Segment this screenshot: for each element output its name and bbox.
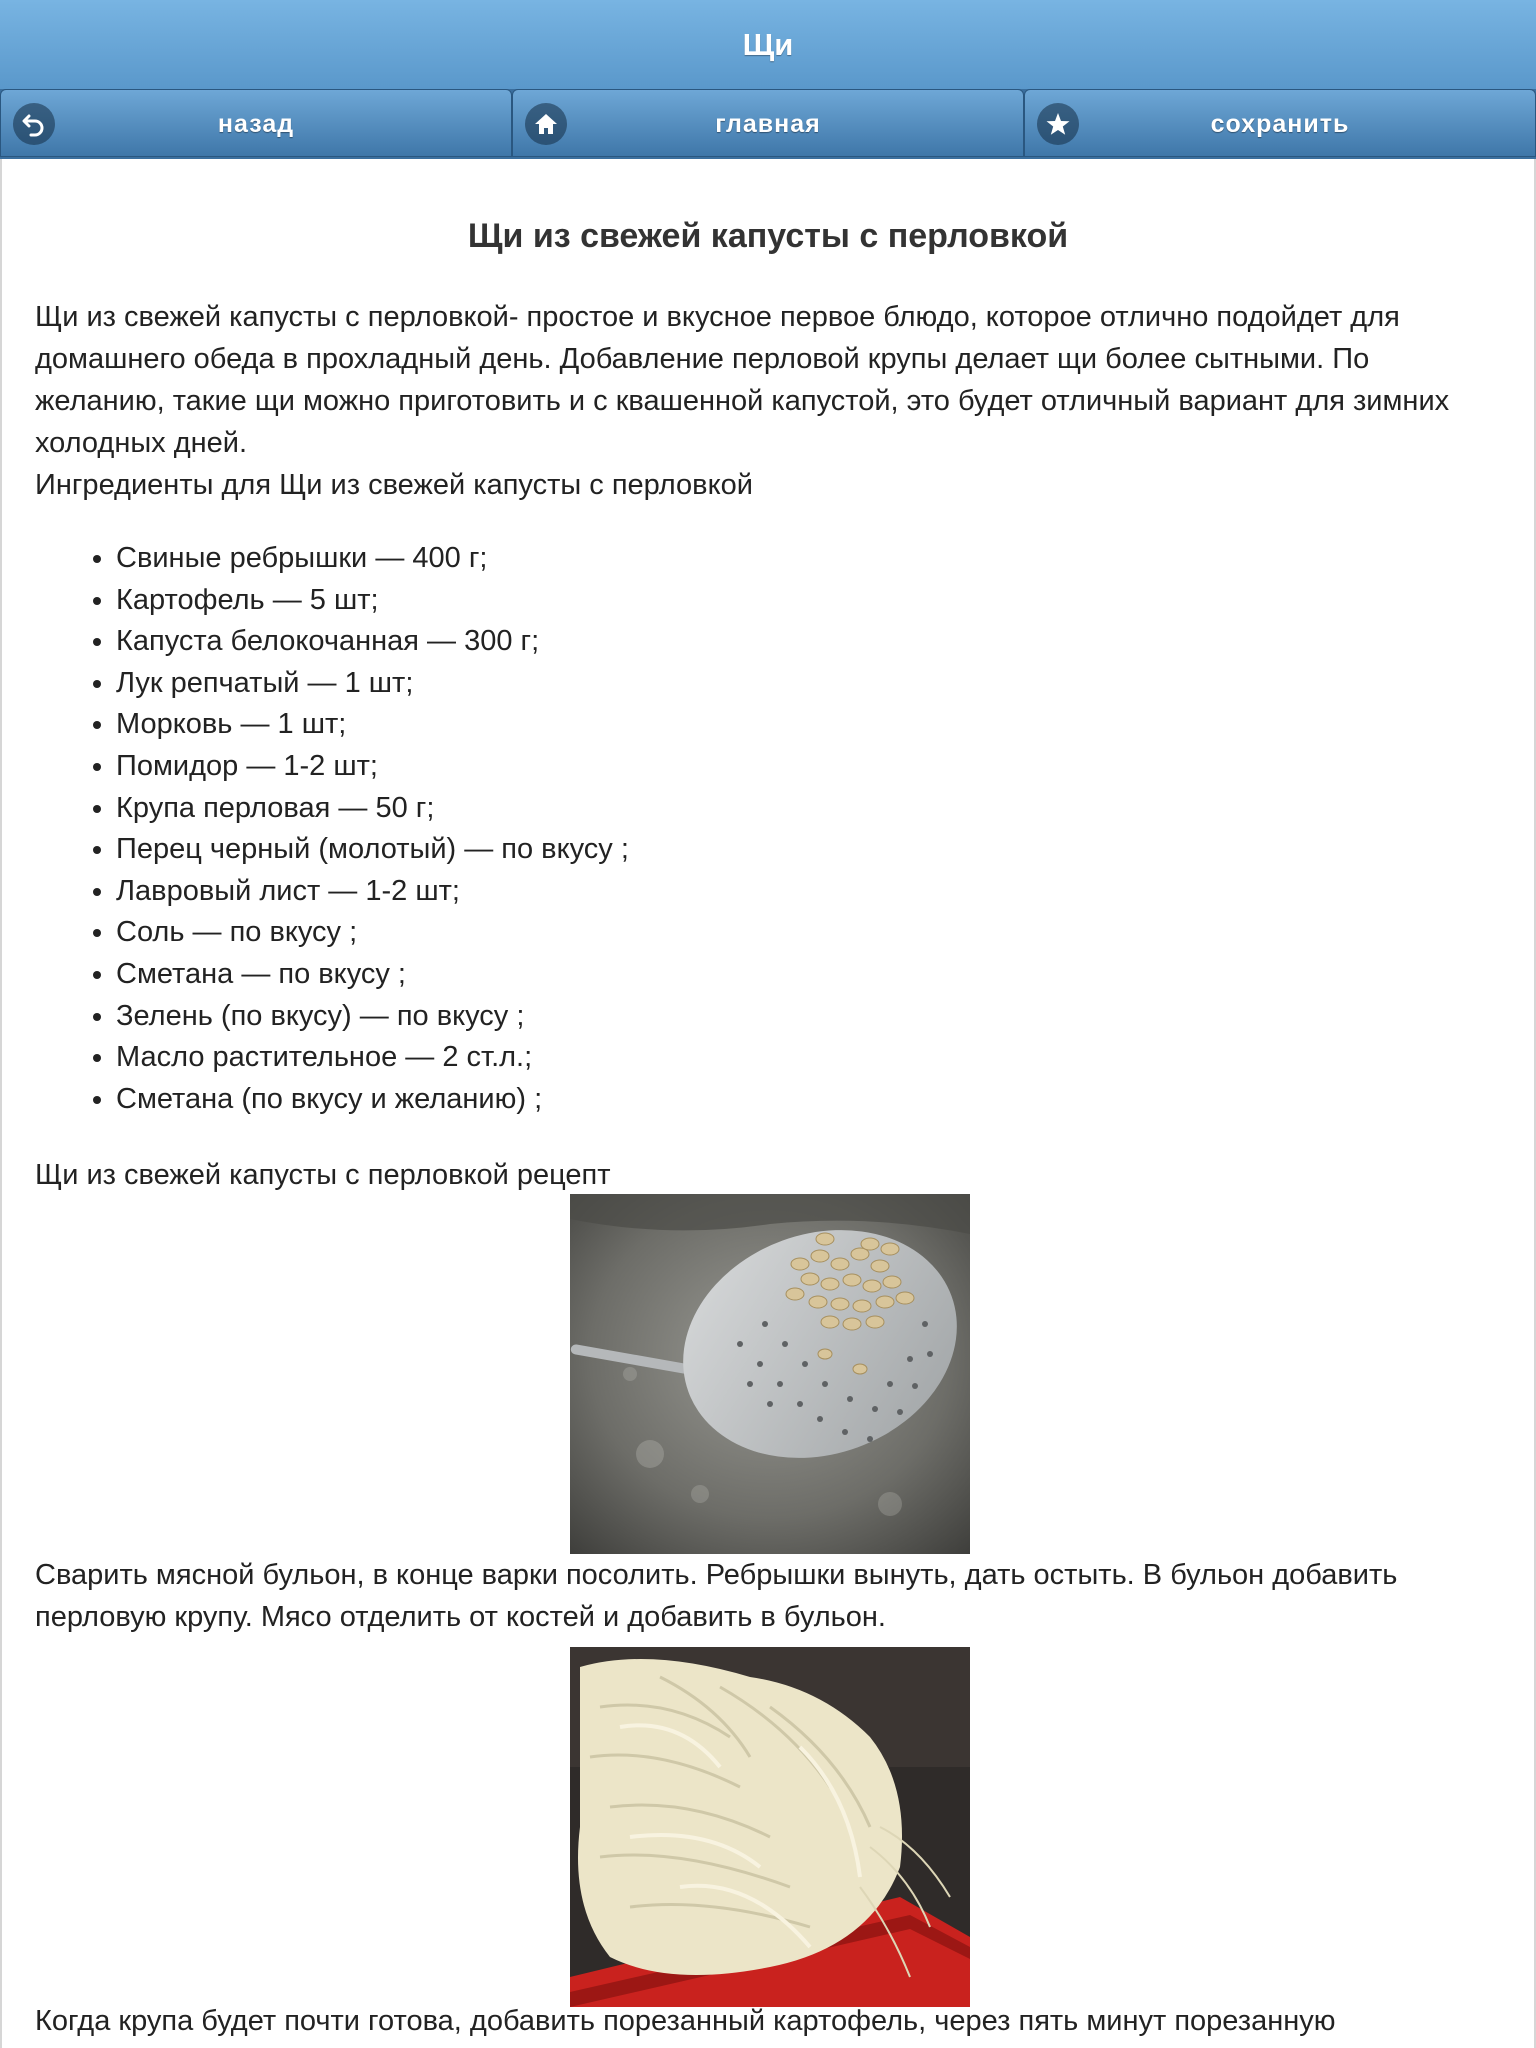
ingredient-item: • Сметана (по вкусу и желанию) ;	[116, 1079, 629, 1121]
ingredient-item: • Перец черный (молотый) — по вкусу ;	[116, 829, 629, 871]
shredded-cabbage-image	[570, 1647, 970, 2007]
save-button-label: сохранить	[1210, 110, 1350, 138]
recipe-steps-heading: Щи из свежей капусты с перловкой рецепт	[35, 1159, 611, 1191]
ingredient-item: • Картофель — 5 шт;	[116, 580, 629, 622]
app-title: Щи	[742, 27, 794, 62]
back-button[interactable]	[0, 89, 512, 157]
back-button-label: назад	[217, 110, 295, 138]
step-1-photo	[570, 1194, 970, 1554]
home-button-label: главная	[715, 110, 821, 138]
ingredient-item: • Капуста белокочанная — 300 г;	[116, 621, 629, 663]
step-2-text: Когда крупа будет почти готова, добавить порезанный картофель, через пять минут порезанную	[35, 2005, 1336, 2037]
ingredients-list	[35, 538, 629, 1120]
recipe-title: Щи из свежей капусты с перловкой	[467, 217, 1069, 255]
ingredient-item: • Лавровый лист — 1-2 шт;	[116, 871, 629, 913]
home-button[interactable]	[512, 89, 1024, 157]
navbar	[0, 89, 1536, 159]
ingredient-item: • Помидор — 1-2 шт;	[116, 746, 629, 788]
ingredient-item: • Свиные ребрышки — 400 г;	[116, 538, 629, 580]
ingredient-item: • Зелень (по вкусу) — по вкусу ;	[116, 996, 629, 1038]
step-1-text: Сварить мясной бульон, в конце варки посолить. Ребрышки вынуть, дать остыть. В бульон добавить перловую крупу. Мясо отделить от костей и добавить в бульон.	[35, 1559, 1398, 1633]
barley-spoon-image	[570, 1194, 970, 1554]
ingredient-item: • Сметана — по вкусу ;	[116, 954, 629, 996]
recipe-content	[0, 159, 1536, 2048]
ingredient-item: • Масло растительное — 2 ст.л.;	[116, 1037, 629, 1079]
recipe-intro: Щи из свежей капусты с перловкой- простое и вкусное первое блюдо, которое отлично подойдет для домашнего обеда в прохладный день. Добавление перловой крупы делает щи более сытными. По желанию, такие щи можно приготовить и с квашенной капустой, это будет отличный вариант для зимних холодных дней.	[35, 301, 1450, 459]
app-header	[0, 0, 1536, 90]
ingredient-item: • Соль — по вкусу ;	[116, 912, 629, 954]
ingredient-item: • Лук репчатый — 1 шт;	[116, 663, 629, 705]
step-2-photo	[570, 1647, 970, 2007]
ingredient-item: • Морковь — 1 шт;	[116, 704, 629, 746]
save-button[interactable]	[1024, 89, 1536, 157]
ingredient-item: • Крупа перловая — 50 г;	[116, 788, 629, 830]
ingredients-heading: Ингредиенты для Щи из свежей капусты с перловкой	[35, 469, 753, 501]
